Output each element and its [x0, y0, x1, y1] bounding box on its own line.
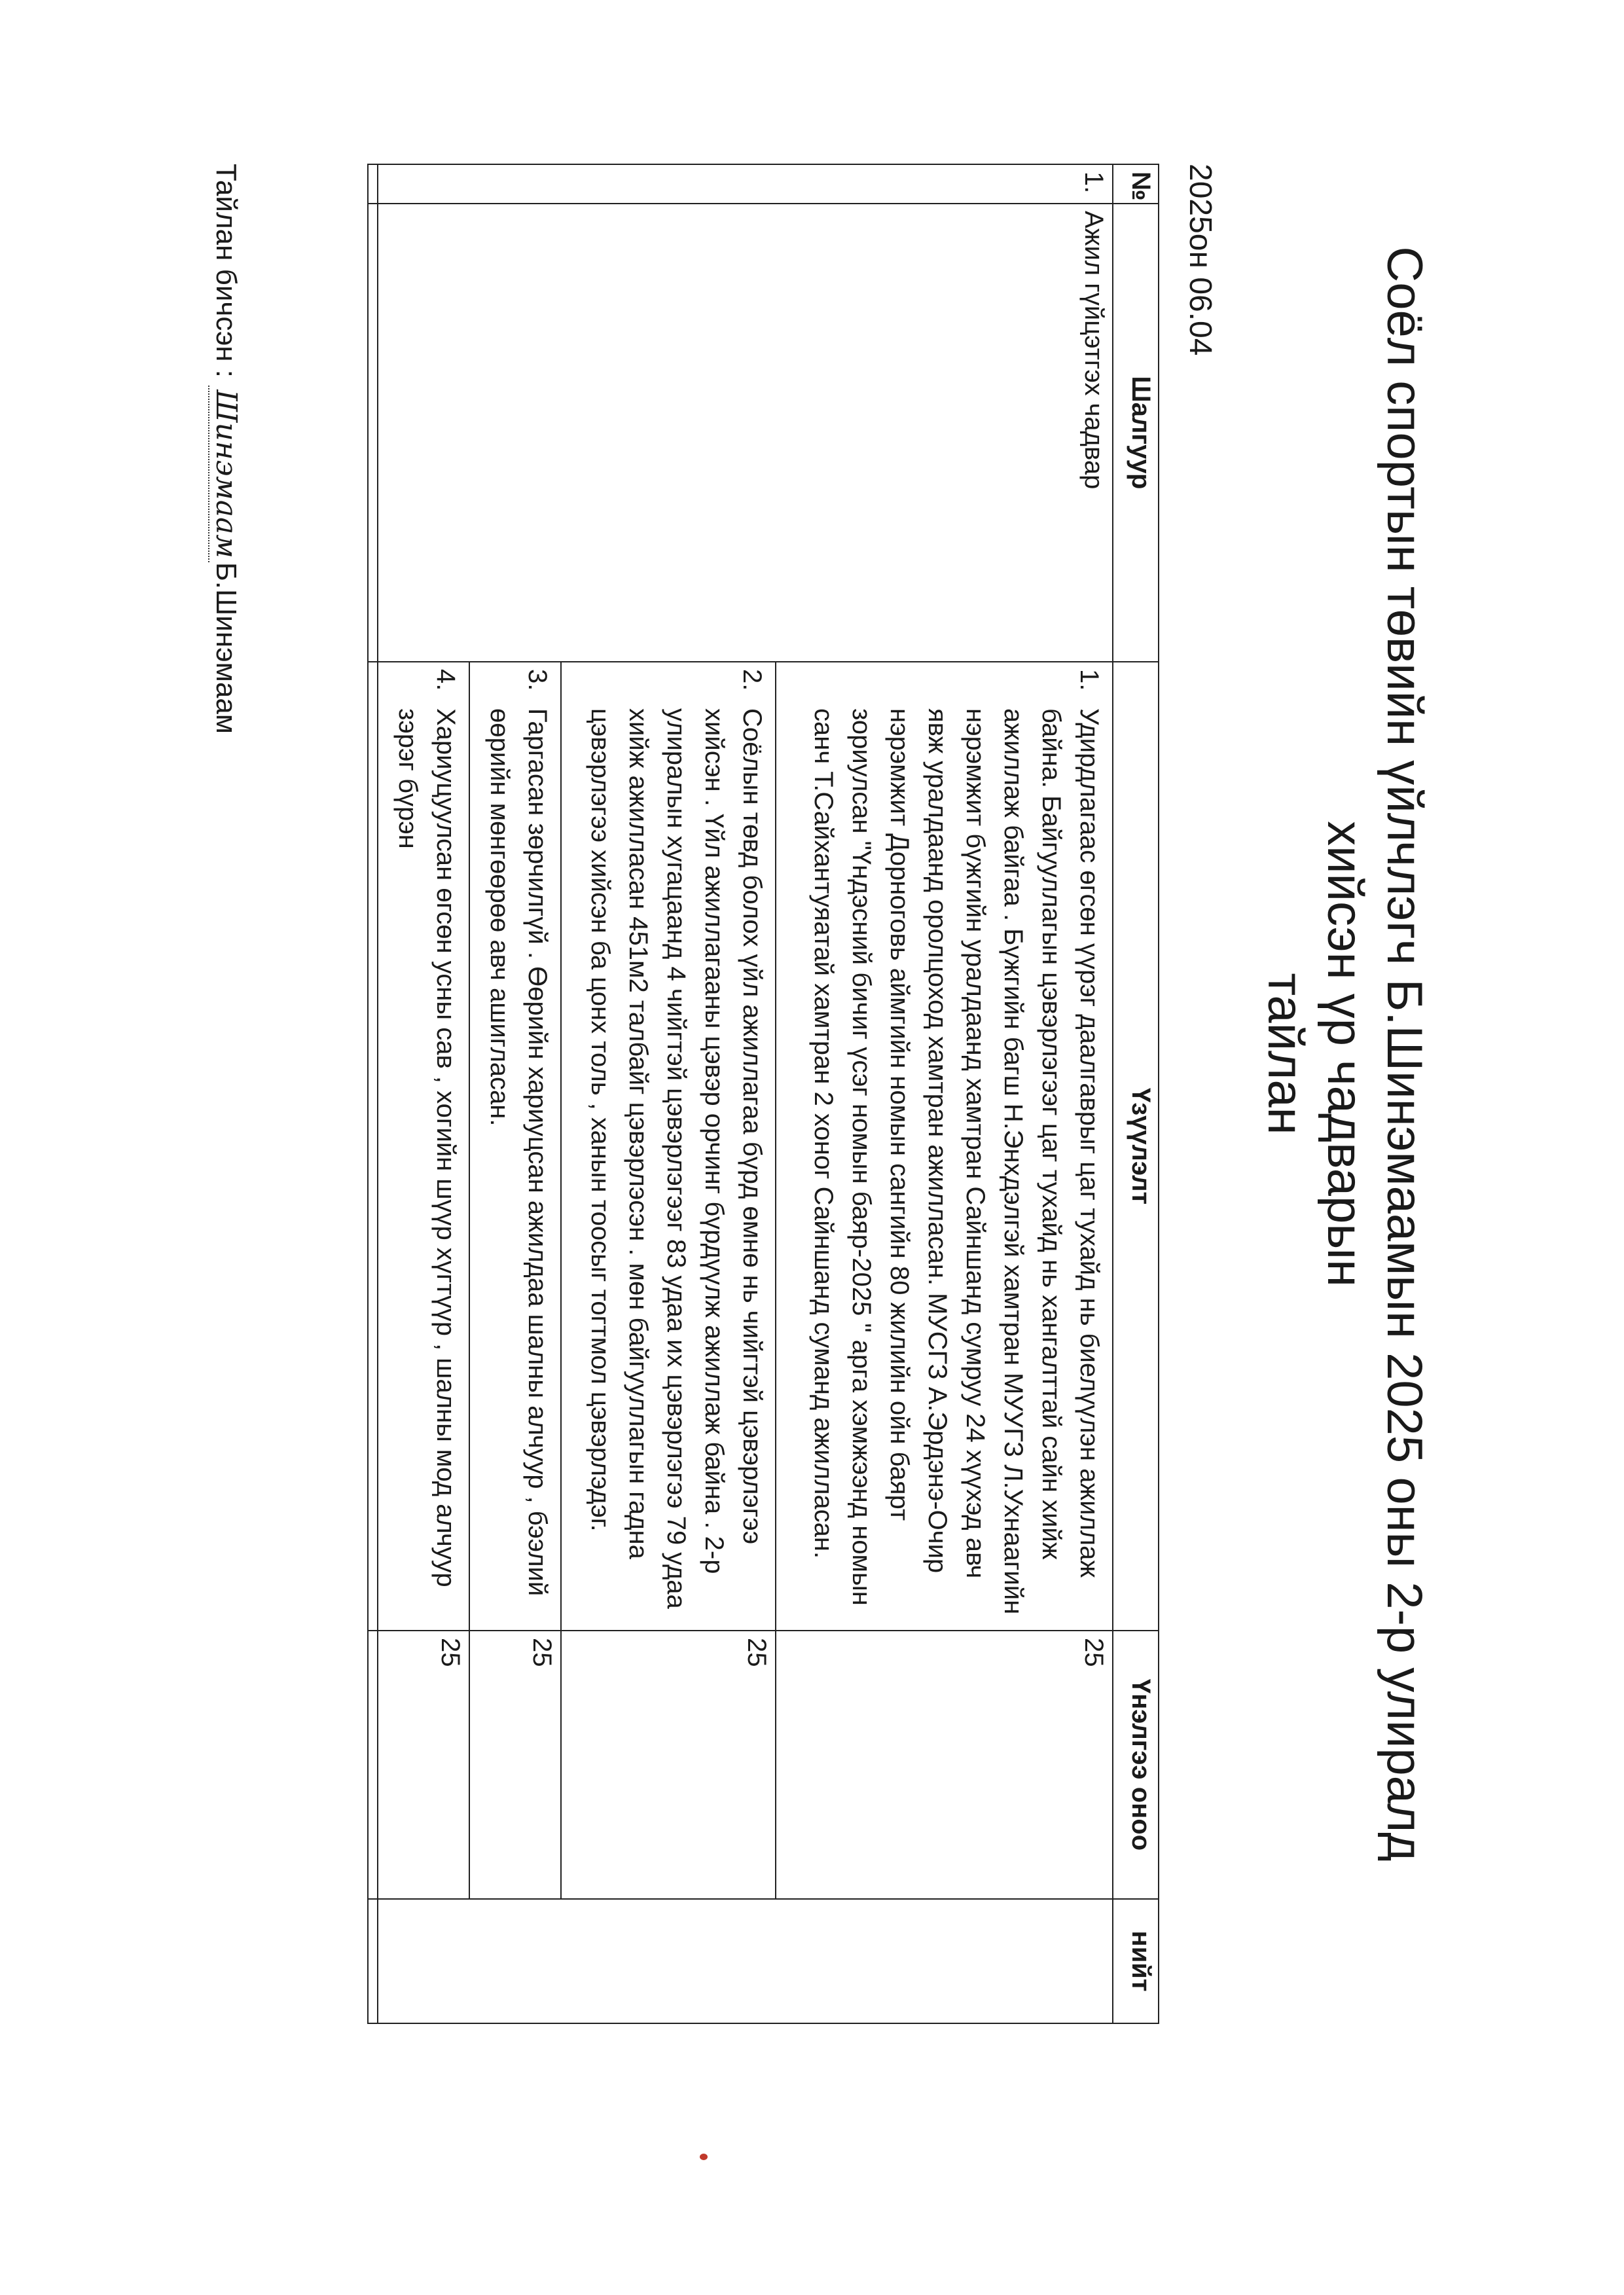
- indicator-cell: [378, 662, 469, 1631]
- indicator-item: [389, 669, 465, 1623]
- report-title: [1255, 236, 1434, 1872]
- title-line-2: тайлан: [1257, 973, 1313, 1135]
- ink-mark: [700, 2154, 708, 2160]
- indicator-cell: [469, 662, 561, 1631]
- total-cell: [378, 1899, 1113, 2023]
- table-row-empty: [368, 164, 378, 2023]
- col-header-number: №: [1113, 164, 1159, 204]
- col-header-indicator: Үзүүлэлт: [1113, 662, 1159, 1631]
- indicator-number: 2.: [737, 669, 767, 691]
- author-label: Тайлан бичсэн :: [210, 164, 242, 378]
- report-date: 2025он 06.04: [1183, 164, 1218, 356]
- table-header-row: [1113, 164, 1159, 2023]
- indicator-item: [480, 669, 556, 1623]
- score-cell: 25: [776, 1631, 1113, 1899]
- indicator-cell: [776, 662, 1113, 1631]
- indicator-number: 3.: [523, 669, 552, 691]
- author-name: Б.Шинэмаам: [210, 562, 242, 734]
- table-row: [776, 164, 1113, 2023]
- empty-cell: [368, 164, 378, 204]
- indicator-number: 1.: [1075, 669, 1104, 691]
- indicator-cell: [561, 662, 776, 1631]
- indicator-item: [581, 669, 771, 1623]
- empty-cell: [368, 1899, 378, 2023]
- col-header-criterion: Шалгуур: [1113, 204, 1159, 662]
- indicator-item: [804, 669, 1108, 1623]
- score-cell: 25: [378, 1631, 469, 1899]
- row-criterion: Ажил гүйцэтгэх чадвар: [378, 204, 1113, 662]
- col-header-score: Үнэлгээ оноо: [1113, 1631, 1159, 1899]
- score-cell: 25: [469, 1631, 561, 1899]
- col-header-total: нийт: [1113, 1899, 1159, 2023]
- handwritten-signature: Шинэмаам: [208, 386, 243, 562]
- empty-cell: [368, 662, 378, 1631]
- report-table: [367, 164, 1159, 2024]
- indicator-text: Гаргасан зөрчилгүй . Өөрийн хариуцсан ажилдаа шалны алчуур , бээлий өөрийн мөнгөөрөө авч ашигласан.: [485, 708, 552, 1597]
- empty-cell: [368, 1631, 378, 1899]
- score-cell: 25: [561, 1631, 776, 1899]
- indicator-number: 4.: [431, 669, 461, 691]
- report-footer: [208, 164, 243, 734]
- title-line-1: Соёл спортын төвийн үйлчлэгч Б.Шинэмаамын 2025 оны 2-р улиралд хийсэн үр чадварын: [1316, 246, 1432, 1862]
- indicator-text: Удирдлагаас өгсөн үүрэг даалгаврыг цаг тухайд нь биелүүлэн ажиллаж байна. Байгууллагын цэвэрлэгээг цаг тухайд нь хангалттай сайн хийж ажиллаж байгаа . Бүжгийн багш Н.Энхдэлгэй хамтран МУУГЗ Л.Ухнаагийн нэрэмжит бүжгийн уралдаанд хамтран Сайншанд сумруу 24 хүүхэд авч явж уралдаанд оролцоход хамтран ажилласан. МУСГЗ А.Эрдэнэ-Очир нэрэмжит Дорноговь аймгийн номын сангийн 80 жилийн ойн баярт зориулсан "Үндэсний бичиг үсэг номын баяр-2025 " арга хэмжээнд номын санч Т.Сайхантуяатай хамтран 2 хоног Сайншанд суманд ажилласан.: [809, 708, 1104, 1615]
- indicator-text: Хариуцуулсан өгсөн усны сав , хогийн шүүр хүгтүүр , шалны мод алчуур зэрэг бүрэн: [393, 708, 461, 1587]
- indicator-text: Соёлын төвд болох үйл ажиллагаа бүрд өмнө нь чийгтэй цэвэрлэгээ хийсэн . Үйл ажиллагааны цэвэр орчинг бүрдүүлж ажиллаж байна . 2-р улиралын хугацаанд 4 чийгтэй цэвэрлэгээг 83 удаа их цэвэрлэгээ 79 удаа хийж ажилласан 451м2 талбайг цэвэрлэсэн . мөн байгууллагын гадна цэвэрлэгээ хийсэн ба цонх толь , ханын тоосыг тогтмол цэвэрлэдэг.: [585, 708, 767, 1609]
- row-number: 1.: [378, 164, 1113, 204]
- empty-cell: [368, 204, 378, 662]
